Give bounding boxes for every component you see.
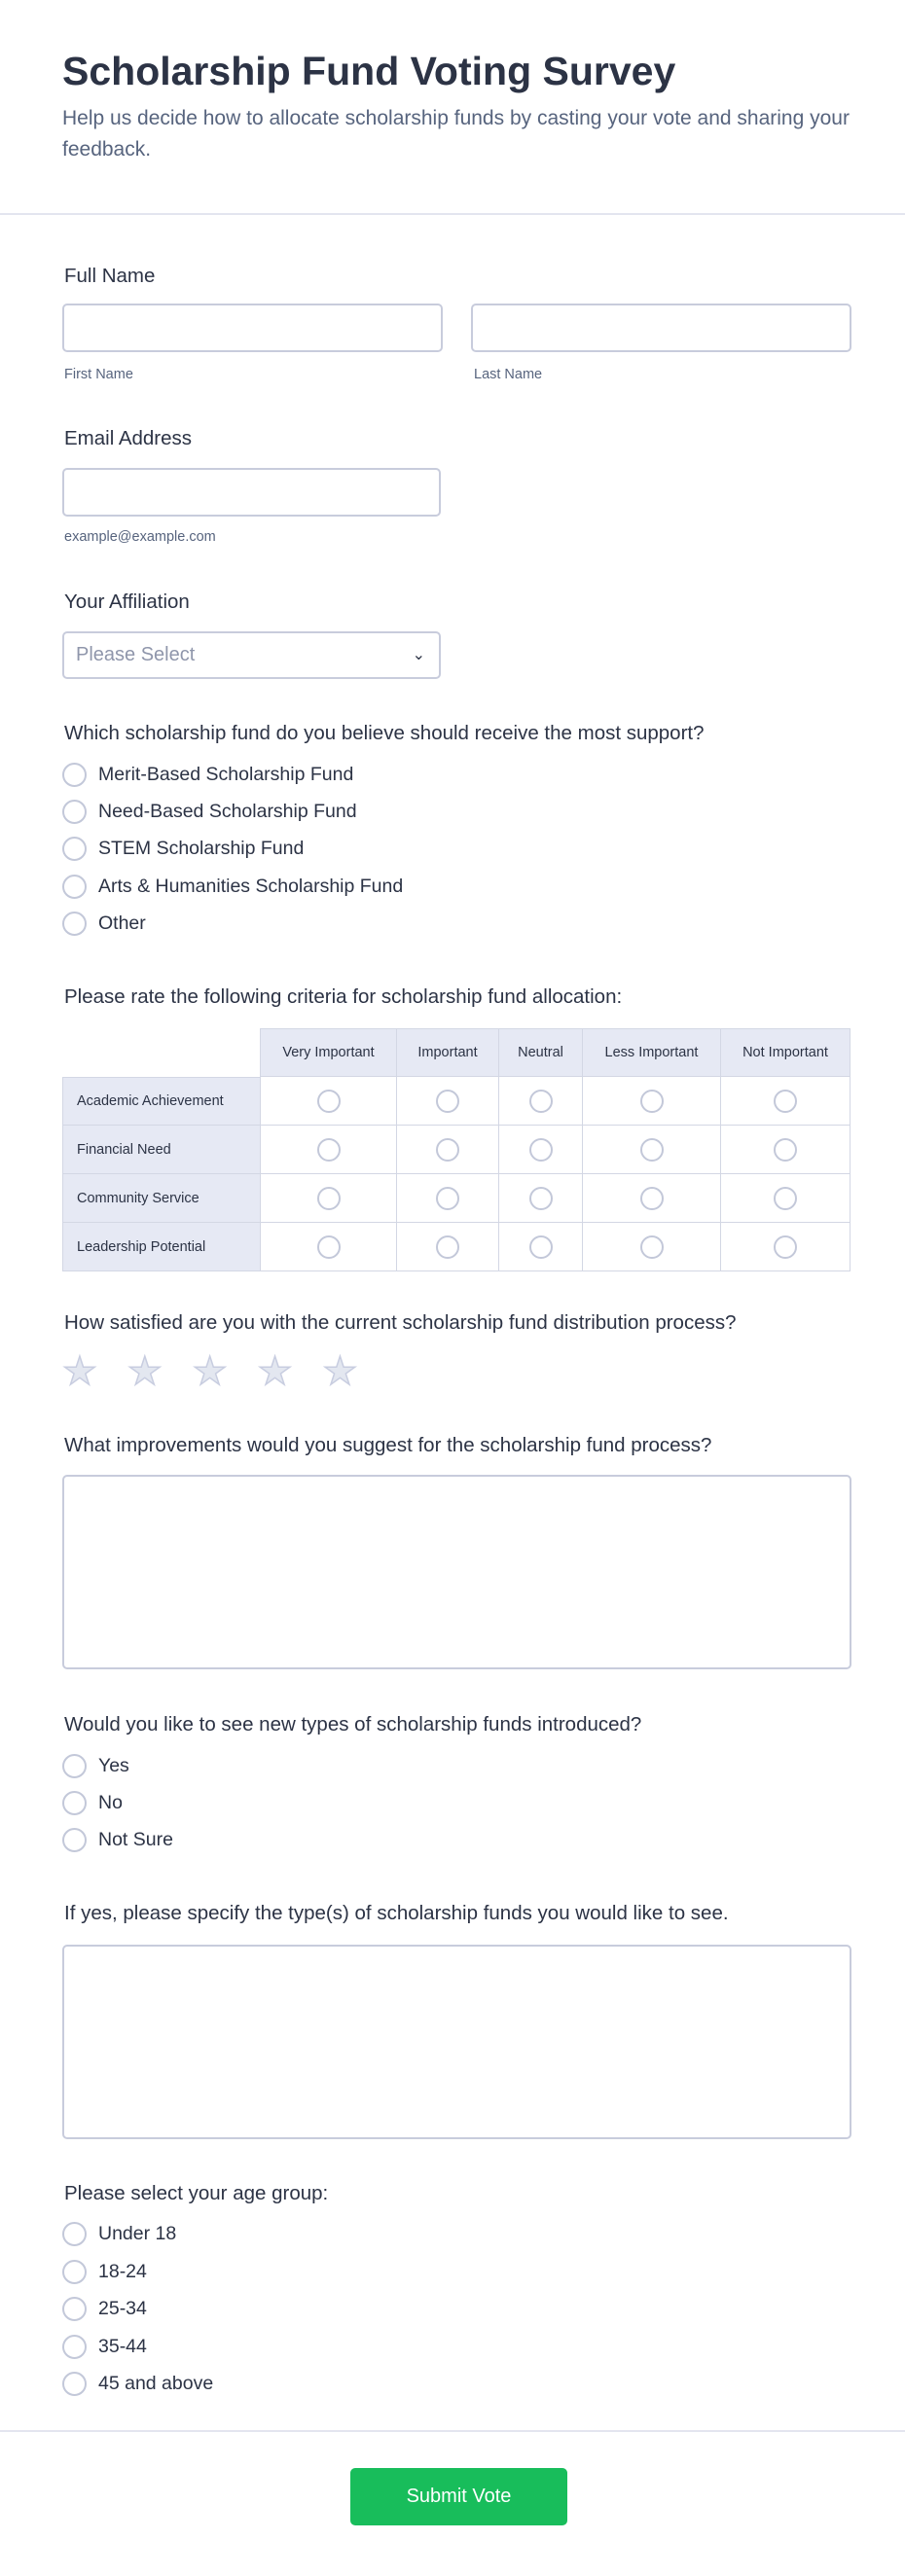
radio-button[interactable] (640, 1090, 664, 1113)
page-subtitle: Help us decide how to allocate scholarship funds by casting your vote and sharing your feedback. (62, 107, 850, 161)
matrix-row (62, 1126, 851, 1174)
radio-button[interactable] (529, 1235, 553, 1259)
matrix-cell[interactable] (499, 1077, 583, 1126)
new-type-option[interactable] (62, 1828, 173, 1852)
radio-button[interactable] (317, 1235, 341, 1259)
radio-button[interactable] (62, 1754, 87, 1778)
header-divider (0, 213, 905, 215)
age-option[interactable] (62, 2297, 147, 2321)
radio-button[interactable] (774, 1090, 797, 1113)
matrix-column-header: Neutral (499, 1028, 583, 1077)
page-title: Scholarship Fund Voting Survey (62, 49, 676, 93)
matrix-cell[interactable] (583, 1077, 721, 1126)
matrix-row (62, 1174, 851, 1223)
matrix-cell[interactable] (721, 1223, 851, 1271)
star-icon[interactable]: ★ (127, 1350, 163, 1393)
matrix-cell[interactable] (583, 1126, 721, 1174)
radio-button[interactable] (62, 912, 87, 936)
age-option[interactable] (62, 2372, 213, 2396)
fund-option[interactable] (62, 800, 357, 824)
matrix-cell[interactable] (583, 1174, 721, 1223)
matrix-cell[interactable] (721, 1126, 851, 1174)
option-label: Merit-Based Scholarship Fund (98, 764, 354, 785)
specify-question: If yes, please specify the type(s) of scholarship funds you would like to see. (64, 1902, 729, 1924)
email-sublabel: example@example.com (64, 529, 216, 545)
matrix-cell[interactable] (721, 1174, 851, 1223)
radio-button[interactable] (62, 875, 87, 899)
radio-button[interactable] (529, 1187, 553, 1210)
matrix-cell[interactable] (261, 1077, 397, 1126)
radio-button[interactable] (62, 2335, 87, 2359)
radio-button[interactable] (62, 837, 87, 861)
radio-button[interactable] (640, 1138, 664, 1162)
matrix-row (62, 1223, 851, 1271)
option-label: Not Sure (98, 1829, 173, 1850)
star-rating (62, 1352, 357, 1391)
matrix-cell[interactable] (499, 1126, 583, 1174)
radio-button[interactable] (640, 1235, 664, 1259)
radio-button[interactable] (774, 1187, 797, 1210)
fund-option[interactable] (62, 763, 353, 787)
radio-button[interactable] (62, 800, 87, 824)
matrix-cell[interactable] (397, 1077, 499, 1126)
fund-option[interactable] (62, 837, 304, 861)
improvements-textarea[interactable] (62, 1475, 851, 1669)
matrix-row-label: Community Service (62, 1174, 261, 1223)
option-label: 35-44 (98, 2335, 147, 2357)
matrix-corner (62, 1028, 261, 1077)
radio-button[interactable] (529, 1090, 553, 1113)
fund-option[interactable] (62, 875, 403, 899)
improvements-question: What improvements would you suggest for the scholarship fund process? (64, 1434, 712, 1456)
radio-button[interactable] (774, 1235, 797, 1259)
submit-vote-button[interactable]: Submit Vote (350, 2468, 567, 2525)
chevron-down-icon: ⌄ (412, 647, 425, 663)
age-option[interactable] (62, 2335, 147, 2359)
fund-option[interactable] (62, 912, 146, 936)
radio-button[interactable] (436, 1235, 459, 1259)
footer-divider (0, 2430, 905, 2432)
option-label: 45 and above (98, 2373, 214, 2394)
radio-button[interactable] (529, 1138, 553, 1162)
radio-button[interactable] (774, 1138, 797, 1162)
matrix-cell[interactable] (721, 1077, 851, 1126)
option-label: Arts & Humanities Scholarship Fund (98, 875, 404, 897)
star-icon[interactable]: ★ (62, 1350, 97, 1393)
option-label: STEM Scholarship Fund (98, 838, 305, 860)
radio-button[interactable] (436, 1138, 459, 1162)
option-label: No (98, 1792, 123, 1813)
radio-button[interactable] (62, 2260, 87, 2284)
radio-button[interactable] (62, 2297, 87, 2321)
matrix-row-label: Financial Need (62, 1126, 261, 1174)
age-option[interactable] (62, 2222, 176, 2246)
option-label: Other (98, 912, 146, 934)
matrix-column-header: Important (397, 1028, 499, 1077)
option-label: Yes (98, 1755, 129, 1776)
matrix-cell[interactable] (397, 1174, 499, 1223)
matrix-cell[interactable] (261, 1223, 397, 1271)
age-option[interactable] (62, 2260, 147, 2284)
specify-textarea[interactable] (62, 1945, 851, 2139)
affiliation-select[interactable] (62, 631, 441, 679)
matrix-column-header: Less Important (583, 1028, 721, 1077)
option-label: Need-Based Scholarship Fund (98, 801, 357, 823)
new-types-question: Would you like to see new types of scholarship funds introduced? (64, 1713, 642, 1735)
new-type-option[interactable] (62, 1754, 129, 1778)
email-label: Email Address (64, 427, 193, 449)
affiliation-placeholder: Please Select (76, 644, 196, 665)
matrix-cell[interactable] (499, 1223, 583, 1271)
radio-button[interactable] (317, 1090, 341, 1113)
matrix-column-header: Not Important (721, 1028, 851, 1077)
radio-button[interactable] (640, 1187, 664, 1210)
radio-button[interactable] (317, 1138, 341, 1162)
radio-button[interactable] (62, 1791, 87, 1815)
radio-button[interactable] (62, 1828, 87, 1852)
last-name-input[interactable] (471, 304, 851, 352)
rating-matrix (62, 1028, 851, 1271)
fund-choice-question: Which scholarship fund do you believe should receive the most support? (64, 722, 705, 744)
new-type-option[interactable] (62, 1791, 123, 1815)
full-name-label: Full Name (64, 265, 156, 287)
matrix-cell[interactable] (583, 1223, 721, 1271)
first-name-input[interactable] (62, 304, 443, 352)
star-icon[interactable]: ★ (322, 1350, 358, 1393)
star-icon[interactable]: ★ (192, 1350, 228, 1393)
radio-button[interactable] (62, 763, 87, 787)
matrix-cell[interactable] (397, 1223, 499, 1271)
radio-button[interactable] (436, 1187, 459, 1210)
matrix-row-label: Leadership Potential (62, 1223, 261, 1271)
satisfaction-question: How satisfied are you with the current scholarship fund distribution process? (64, 1311, 737, 1334)
radio-button[interactable] (62, 2372, 87, 2396)
matrix-row (62, 1077, 851, 1126)
last-name-sublabel: Last Name (474, 367, 543, 382)
matrix-row-label: Academic Achievement (62, 1077, 261, 1126)
age-question: Please select your age group: (64, 2182, 329, 2204)
option-label: 25-34 (98, 2298, 147, 2319)
first-name-sublabel: First Name (64, 367, 133, 382)
matrix-cell[interactable] (397, 1126, 499, 1174)
matrix-cell[interactable] (261, 1174, 397, 1223)
radio-button[interactable] (62, 2222, 87, 2246)
matrix-cell[interactable] (499, 1174, 583, 1223)
matrix-cell[interactable] (261, 1126, 397, 1174)
matrix-column-header: Very Important (261, 1028, 397, 1077)
affiliation-label: Your Affiliation (64, 590, 190, 613)
matrix-question: Please rate the following criteria for scholarship fund allocation: (64, 985, 623, 1008)
radio-button[interactable] (317, 1187, 341, 1210)
email-input[interactable] (62, 468, 441, 517)
option-label: 18-24 (98, 2260, 147, 2282)
option-label: Under 18 (98, 2223, 177, 2244)
star-icon[interactable]: ★ (257, 1350, 293, 1393)
radio-button[interactable] (436, 1090, 459, 1113)
